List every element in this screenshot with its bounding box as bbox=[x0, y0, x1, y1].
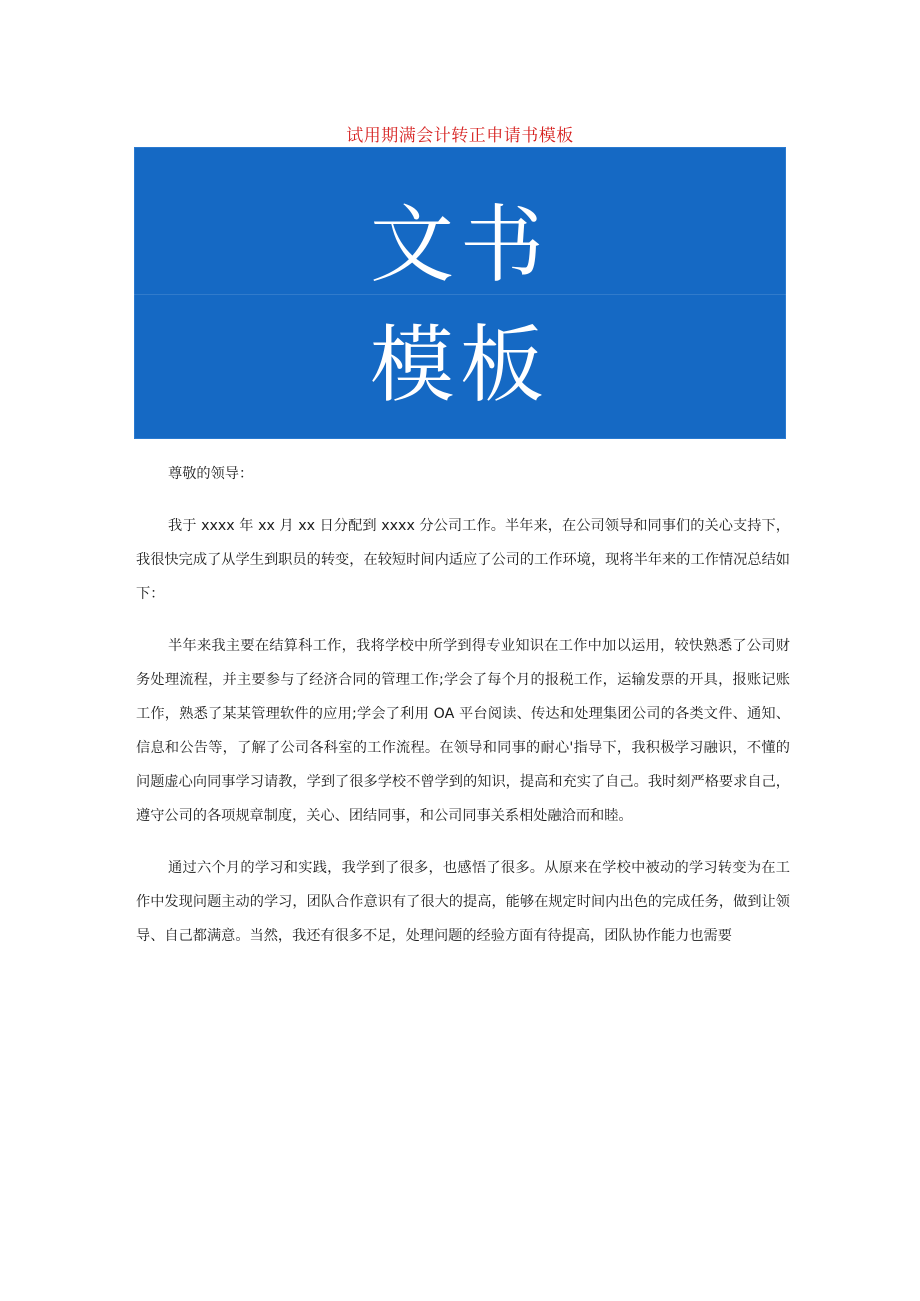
greeting: 尊敬的领导： bbox=[168, 466, 254, 482]
paragraph-2: 半年来我主要在结算科工作，我将学校中所学到得专业知识在工作中加以运用，较快熟悉了公司财务处理流程，并主要参与了经济合同的管理工作;学会了每个月的报税工作，运输发票的开具，报账记账工作，熟悉了某某管理软件的应用;学会了利用 OA 平台阅读、传达和处理集团公司的各类文件、通知、信息和公告等，了解了公司各科室的工作流程。在领导和同事的耐心'指导下，我积极学习融识，不懂的问题虚心向同事学习请教，学到了很多学校不曾学到的知识，提高和充实了自己。我时刻严格要求自己，遵守公司的各项规章制度，关心、团结同事，和公司同事关系相处融洽而和睦。 bbox=[136, 638, 790, 824]
banner-line-1: 文书 bbox=[369, 196, 550, 294]
cover-banner bbox=[134, 147, 786, 439]
banner-line-2: 模板 bbox=[369, 316, 550, 414]
paragraph-1: 我于 xxxx 年 xx 月 xx 日分配到 xxxx 分公司工作。半年来，在公司领导和同事们的关心支持下，我很快完成了从学生到职员的转变，在较短时间内适应了公司的工作环境，现将半年来的工作情况总结如下： bbox=[136, 518, 790, 602]
letter-body bbox=[136, 440, 790, 953]
document-title: 试用期满会计转正申请书模板 bbox=[346, 126, 574, 146]
paragraph-3: 通过六个月的学习和实践，我学到了很多，也感悟了很多。从原来在学校中被动的学习转变为在工作中发现问题主动的学习，团队合作意识有了很大的提高，能够在规定时间内出色的完成任务，做到让领导、自己都满意。当然，我还有很多不足，处理问题的经验方面有待提高，团队协作能力也需要 bbox=[136, 860, 790, 944]
banner-divider bbox=[134, 294, 786, 295]
